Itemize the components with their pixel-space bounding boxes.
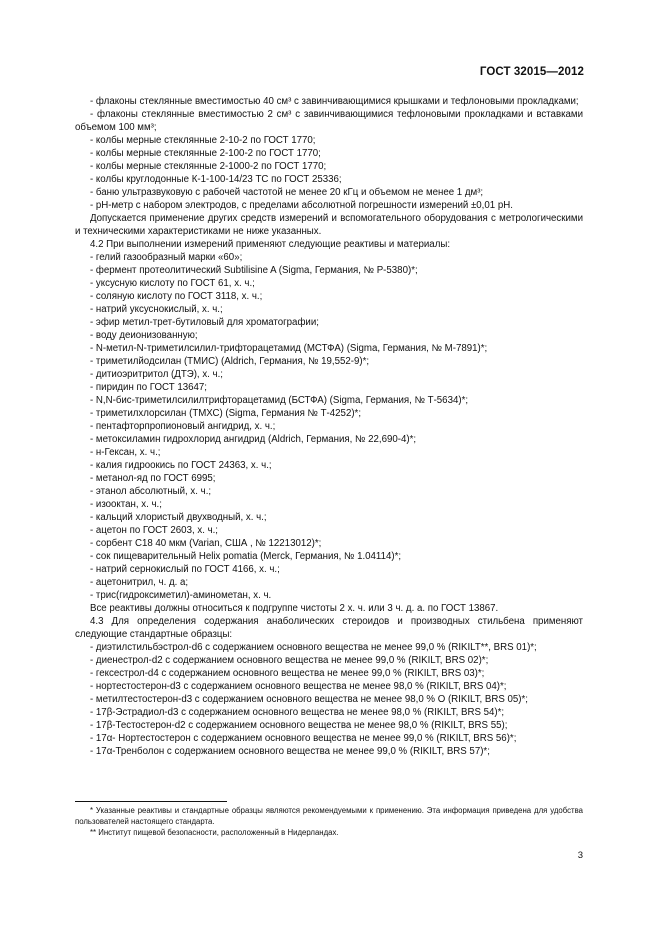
list-item: - сорбент С18 40 мкм (Varian, США , № 12213012)*;	[90, 538, 322, 549]
list-item: - диэтилстильбэстрол-d6 с содержанием основного вещества не менее 99,0 % (RIKILT**, BRS 01)*;	[90, 642, 537, 653]
list-item: Все реактивы должны относиться к подгруппе чистоты 2 х. ч. или 3 ч. д. а. по ГОСТ 13867.	[90, 603, 499, 614]
list-item: - триметилйодсилан (ТМИС) (Aldrich, Германия, № 19,552-9)*;	[90, 356, 370, 367]
paragraph: Допускается применение других средств измерений и вспомогательного оборудования с метрологическими и техническими характеристиками не ниже указанных.	[75, 213, 583, 237]
list-item: - метанол-яд по ГОСТ 6995;	[90, 473, 216, 484]
list-item: - метоксиламин гидрохлорид ангидрид (Aldrich, Германия, № 22,690-4)*;	[90, 434, 417, 445]
list-item: - пентафторпропионовый ангидрид, х. ч.;	[90, 421, 276, 432]
list-item: - баню ультразвуковую с рабочей частотой не менее 20 кГц и объемом не менее 1 дм³;	[90, 187, 484, 198]
document-body	[75, 95, 583, 758]
footnotes	[75, 805, 583, 838]
list-item: - 17β-Тестостерон-d2 с содержанием основного вещества не менее 98,0 % (RIKILT, BRS 55);	[90, 720, 508, 731]
list-item: - натрий уксуснокислый, х. ч.;	[90, 304, 223, 315]
list-item: 4.2 При выполнении измерений применяют следующие реактивы и материалы:	[90, 239, 451, 250]
paragraph: 4.3 Для определения содержания анаболических стероидов и производных стильбена применяют следующие стандартные образцы:	[75, 616, 583, 640]
list-item: - колбы мерные стеклянные 2-10-2 по ГОСТ 1770;	[90, 135, 316, 146]
list-item: - триметилхлорсилан (ТМХС) (Sigma, Германия № Т-4252)*;	[90, 408, 362, 419]
footnote-separator	[75, 801, 227, 802]
list-item: - н-Гексан, х. ч.;	[90, 447, 161, 458]
list-item: - кальций хлористый двухводный, х. ч.;	[90, 512, 267, 523]
list-item: - эфир метил-трет-бутиловый для хроматографии;	[90, 317, 319, 328]
list-item: - соляную кислоту по ГОСТ 3118, х. ч.;	[90, 291, 263, 302]
footnote: * Указанные реактивы и стандартные образцы являются рекомендуемыми к применению. Эта информация приведена для удобства пользователей настоящего стандарта.	[75, 806, 583, 826]
list-item: - гелий газообразный марки «60»;	[90, 252, 243, 263]
list-item: - нортестостерон-d3 с содержанием основного вещества не менее 98,0 % (RIKILT, BRS 04)*;	[90, 681, 507, 692]
list-item: - 17α- Нортестостерон с содержанием основного вещества не менее 99,0 % (RIKILT, BRS 56)*;	[90, 733, 517, 744]
page-number: 3	[577, 850, 583, 861]
list-item: - дитиоэритритол (ДТЭ), х. ч.;	[90, 369, 223, 380]
list-item: - метилтестостерон-d3 с содержанием основного вещества не менее 98,0 % О (RIKILT, BRS 05)*;	[90, 694, 528, 705]
list-item: - ацетонитрил, ч. д. а;	[90, 577, 189, 588]
list-item: - колбы мерные стеклянные 2-1000-2 по ГОСТ 1770;	[90, 161, 327, 172]
footnote: ** Институт пищевой безопасности, расположенный в Нидерландах.	[90, 828, 339, 837]
list-item: - диенестрол-d2 с содержанием основного вещества не менее 99,0 % (RIKILT, BRS 02)*;	[90, 655, 489, 666]
list-item: - уксусную кислоту по ГОСТ 61, х. ч.;	[90, 278, 255, 289]
list-item: - гексестрол-d4 с содержанием основного вещества не менее 99,0 % (RIKILT, BRS 03)*;	[90, 668, 485, 679]
paragraph: - флаконы стеклянные вместимостью 2 см³ с завинчивающимися тефлоновыми прокладками и вставками объемом 100 мм³;	[75, 109, 583, 133]
list-item: - воду деионизованную;	[90, 330, 198, 341]
list-item: - сок пищеварительный Helix pomatia (Merck, Германия, № 1.04114)*;	[90, 551, 402, 562]
list-item: - рН-метр с набором электродов, с пределами абсолютной погрешности измерений ±0,01 рН.	[90, 200, 513, 211]
list-item: - натрий сернокислый по ГОСТ 4166, х. ч.;	[90, 564, 280, 575]
paragraph: - флаконы стеклянные вместимостью 40 см³ с завинчивающимися крышками и тефлоновыми прокладками;	[90, 96, 579, 107]
list-item: - изооктан, х. ч.;	[90, 499, 162, 510]
list-item: - пиридин по ГОСТ 13647;	[90, 382, 207, 393]
list-item: - N-метил-N-триметилсилил-трифторацетамид (МСТФА) (Sigma, Германия, № М-7891)*;	[90, 343, 488, 354]
list-item: - 17α-Тренболон с содержанием основного вещества не менее 99,0 % (RIKILT, BRS 57)*;	[90, 746, 490, 757]
list-item: - N,N-бис-триметилсилилтрифторацетамид (БСТФА) (Sigma, Германия, № Т-5634)*;	[90, 395, 469, 406]
list-item: - колбы мерные стеклянные 2-100-2 по ГОСТ 1770;	[90, 148, 321, 159]
list-item: - калия гидроокись по ГОСТ 24363, х. ч.;	[90, 460, 272, 471]
list-item: - ацетон по ГОСТ 2603, х. ч.;	[90, 525, 219, 536]
list-item: - фермент протеолитический Subtilisine A (Sigma, Германия, № Р-5380)*;	[90, 265, 418, 276]
standard-number-header: ГОСТ 32015—2012	[479, 66, 584, 78]
list-item: - 17β-Эстрадиол-d3 с содержанием основного вещества не менее 98,0 % (RIKILT, BRS 54)*;	[90, 707, 505, 718]
list-item: - колбы круглодонные К-1-100-14/23 ТС по ГОСТ 25336;	[90, 174, 342, 185]
list-item: - этанол абсолютный, х. ч.;	[90, 486, 212, 497]
list-item: - трис(гидроксиметил)-аминометан, х. ч.	[90, 590, 272, 601]
